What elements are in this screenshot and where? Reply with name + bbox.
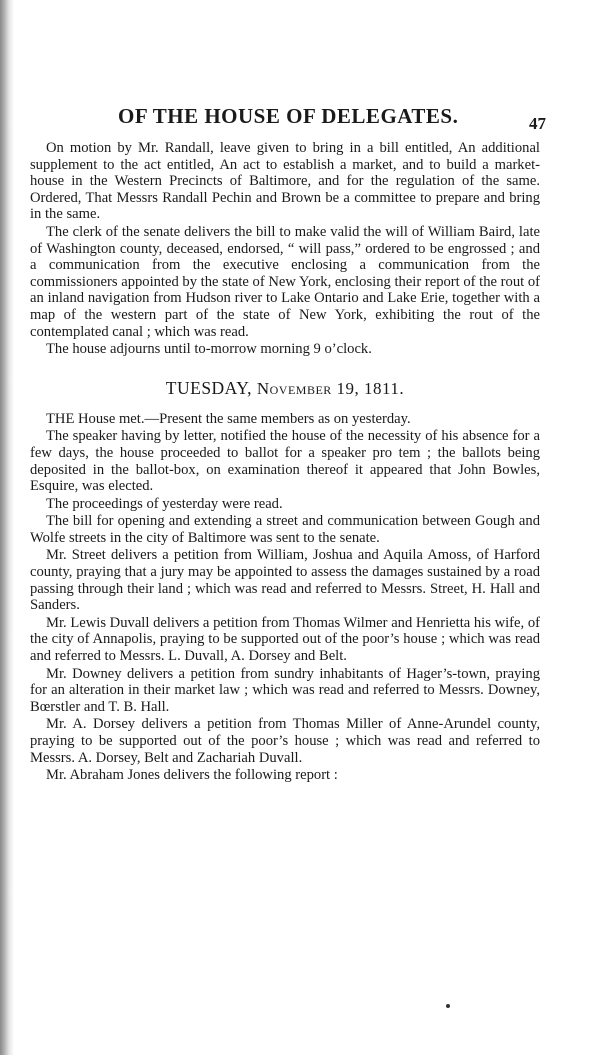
paragraph-adjourn: The house adjourns until to-morrow morning 9 o’clock. bbox=[46, 341, 372, 358]
paragraph-duvall-petition: Mr. Lewis Duvall delivers a petition from Thomas Wilmer and Henrietta his wife, of the city of Annapolis, praying to be supported out of the poor’s house ; which was read and referred to Messrs. L. Duvall, A. Dorsey and Belt. bbox=[30, 614, 540, 665]
paragraph-house-met: THE House met.—Present the same members as on yesterday. bbox=[46, 410, 411, 427]
paragraph-street-petition: Mr. Street delivers a petition from William, Joshua and Aquila Amoss, of Harford county, praying that a jury may be appointed to assess the damages sustained by a road passing through their land ; which was read and referred to Messrs. Street, H. Hall and Sanders. bbox=[30, 547, 540, 614]
paragraph-downey-petition: Mr. Downey delivers a petition from sundry inhabitants of Hager’s-town, praying for an alteration in their market law ; which was read and referred to Messrs. Downey, Bœrstler and T. B. Hall. bbox=[30, 665, 540, 715]
paragraph-street-bill: The bill for opening and extending a street and communication between Gough and Wolfe streets in the city of Baltimore was sent to the senate. bbox=[30, 513, 540, 546]
paragraph-senate-clerk: The clerk of the senate delivers the bill to make valid the will of William Baird, late of Washington county, deceased, endorsed, “ will pass,” ordered to be engrossed ; and a communication from the executive enclosing a communication from the commissioners appointed by the state of New York, enclosing their report of the rout of an inland navigation from Hudson river to Lake Ontario and Lake Erie, together with a map of the western part of the state of New York, exhibiting the rout of the contemplated canal ; which was read. bbox=[30, 223, 540, 340]
date-heading-day: TUESDAY, bbox=[165, 377, 252, 398]
paragraph-jones-report: Mr. Abraham Jones delivers the following report : bbox=[46, 767, 338, 784]
running-head: OF THE HOUSE OF DELEGATES. bbox=[118, 104, 459, 128]
ink-speck bbox=[446, 1004, 450, 1008]
document-page bbox=[30, 104, 546, 784]
paragraph-proceedings-read: The proceedings of yesterday were read. bbox=[46, 495, 283, 512]
paragraph-dorsey-petition: Mr. A. Dorsey delivers a petition from Thomas Miller of Anne-Arundel county, praying to be supported out of the poor’s house ; which was read and referred to Messrs. A. Dorsey, Belt and Zachariah Duvall. bbox=[30, 716, 540, 766]
paragraph-randall-motion: On motion by Mr. Randall, leave given to bring in a bill entitled, An additional supplement to the act entitled, An act to establish a market, and to build a market-house in the Western Precincts of Baltimore, and for the regulation of the same. Ordered, That Messrs Randall Pechin and Brown be a committee to prepare and bring in the same. bbox=[30, 140, 540, 223]
binding-edge bbox=[0, 0, 14, 1055]
date-heading bbox=[30, 378, 540, 399]
date-heading-date: November 19, 1811. bbox=[256, 378, 405, 398]
paragraph-speaker-absence: The speaker having by letter, notified the house of the necessity of his absence for a few days, the house proceeded to ballot for a speaker pro tem ; the ballots being deposited in the ballot-box, on examination thereof it appeared that John Bowles, Esquire, was elected. bbox=[30, 428, 540, 495]
page-number: 47 bbox=[529, 114, 546, 133]
page-header bbox=[30, 104, 546, 134]
